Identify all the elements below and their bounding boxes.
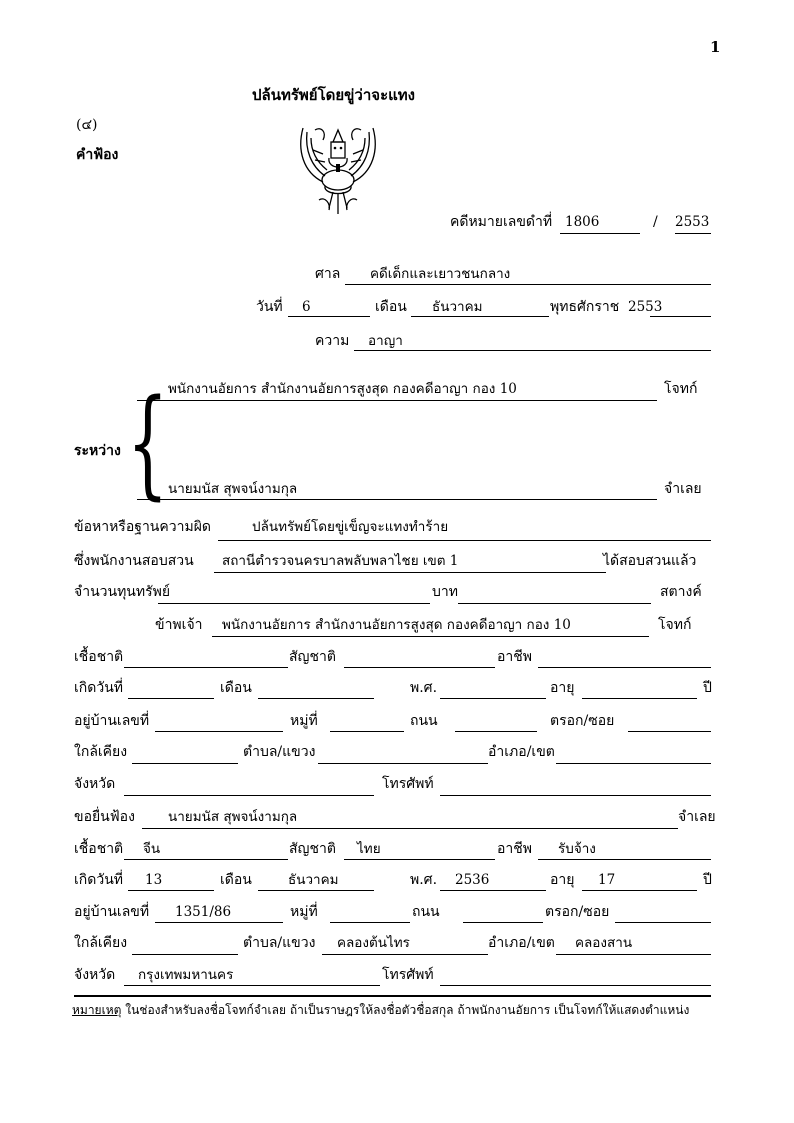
p-province-line xyxy=(124,795,374,796)
d-near-label: ใกล้เคียง xyxy=(74,935,128,951)
d-birthyear-label: พ.ศ. xyxy=(410,872,438,888)
sue-label: ขอยื่นฟ้อง xyxy=(74,809,135,825)
p-age-label: อายุ xyxy=(550,680,575,696)
d-birthmonth-value[interactable]: ธันวาคม xyxy=(288,872,339,888)
p-house-label: อยู่บ้านเลขที่ xyxy=(74,713,150,729)
capital-label: จำนวนทุนทรัพย์ xyxy=(74,584,171,600)
d-road-line xyxy=(463,922,543,923)
year-line xyxy=(650,316,711,317)
p-nationality-line xyxy=(344,667,495,668)
p-phone-label: โทรศัพท์ xyxy=(382,776,434,792)
p-lane-line xyxy=(628,731,711,732)
p-house-line xyxy=(155,731,283,732)
d-district-label: อำเภอ/เขต xyxy=(488,935,555,951)
d-lane-label: ตรอก/ซอย xyxy=(545,904,610,920)
d-house-line xyxy=(155,922,283,923)
plaintiff-value[interactable]: พนักงานอัยการ สำนักงานอัยการสูงสุด กองคดีอาญา กอง 10 xyxy=(168,381,517,397)
p-road-label: ถนน xyxy=(410,713,438,729)
d-near-line xyxy=(132,954,238,955)
footer-divider xyxy=(74,995,711,997)
d-birthyear-line xyxy=(440,890,546,891)
d-age-unit: ปี xyxy=(703,872,712,888)
d-road-label: ถนน xyxy=(412,904,440,920)
case-number-value[interactable]: 1806 xyxy=(565,214,600,230)
month-line xyxy=(411,316,549,317)
defendant-value[interactable]: นายมนัส สุพจน์งามกุล xyxy=(168,481,298,497)
p-birthday-line xyxy=(128,698,214,699)
p-race-label: เชื้อชาติ xyxy=(74,649,124,665)
d-subdistrict-value[interactable]: คลองต้นไทร xyxy=(337,935,410,951)
garuda-emblem-icon xyxy=(293,120,383,218)
matter-label: ความ xyxy=(315,333,350,349)
investigator-line xyxy=(214,572,606,573)
case-separator: / xyxy=(653,214,658,230)
satang-label: สตางค์ xyxy=(660,584,702,600)
d-age-line xyxy=(582,890,697,891)
year-value[interactable]: 2553 xyxy=(628,299,663,315)
p-nationality-label: สัญชาติ xyxy=(289,649,336,665)
p-birthmonth-line xyxy=(258,698,374,699)
case-number-label: คดีหมายเลขดำที่ xyxy=(450,214,553,230)
year-label: พุทธศักราช xyxy=(550,299,620,315)
case-year-value[interactable]: 2553 xyxy=(675,214,710,230)
d-race-line xyxy=(124,859,288,860)
case-year-line xyxy=(675,233,711,234)
plaintiff-line xyxy=(137,400,657,401)
form-name: คำฟ้อง xyxy=(76,147,119,163)
p-birthyear-label: พ.ศ. xyxy=(410,680,438,696)
p-occupation-label: อาชีพ xyxy=(497,649,532,665)
between-label: ระหว่าง xyxy=(74,443,121,459)
d-district-line xyxy=(556,954,711,955)
p-subdistrict-label: ตำบล/แขวง xyxy=(243,744,316,760)
d-occupation-line xyxy=(538,859,711,860)
d-subdistrict-line xyxy=(322,954,488,955)
charge-value[interactable]: ปล้นทรัพย์โดยขู่เข็ญจะแทงทำร้าย xyxy=(252,519,449,535)
d-district-value[interactable]: คลองสาน xyxy=(575,935,633,951)
d-age-label: อายุ xyxy=(550,872,575,888)
d-nationality-line xyxy=(344,859,495,860)
investigator-value[interactable]: สถานีตำรวจนครบาลพลับพลาไชย เขต 1 xyxy=(222,553,459,569)
p-phone-line xyxy=(440,795,711,796)
p-birthmonth-label: เดือน xyxy=(220,680,252,696)
investigated-label: ได้สอบสวนแล้ว xyxy=(603,553,697,569)
footnote-key: หมายเหตุ xyxy=(72,1003,122,1017)
d-house-label: อยู่บ้านเลขที่ xyxy=(74,904,150,920)
month-value[interactable]: ธันวาคม xyxy=(432,299,483,315)
p-road-line xyxy=(455,731,537,732)
defendant-label: จำเลย xyxy=(664,481,702,497)
court-value[interactable]: คดีเด็กและเยาวชนกลาง xyxy=(370,266,511,282)
d-role-label: จำเลย xyxy=(678,809,716,825)
court-line xyxy=(345,284,711,285)
case-number-line xyxy=(560,233,640,234)
p-moo-line xyxy=(330,731,404,732)
p-occupation-line xyxy=(538,667,711,668)
p-race-line xyxy=(124,667,288,668)
p-near-line xyxy=(132,763,238,764)
footnote-text: ในช่องสำหรับลงชื่อโจทก์จำเลย ถ้าเป็นราษฎรให้ลงชื่อตัวชื่อสกุล ถ้าพนักงานอัยการ เป็นโจทก์ให้แสดงตำแหน่ง xyxy=(125,1003,690,1017)
d-province-label: จังหวัด xyxy=(74,967,116,983)
p-moo-label: หมู่ที่ xyxy=(290,713,318,729)
p-age-unit: ปี xyxy=(703,680,712,696)
p-birthday-label: เกิดวันที่ xyxy=(74,680,124,696)
d-birthday-label: เกิดวันที่ xyxy=(74,872,124,888)
matter-line xyxy=(354,350,711,351)
p-role-label: โจทก์ xyxy=(658,617,692,633)
d-occupation-value[interactable]: รับจ้าง xyxy=(558,841,596,857)
date-label: วันที่ xyxy=(256,299,283,315)
d-subdistrict-label: ตำบล/แขวง xyxy=(243,935,316,951)
d-province-line xyxy=(124,985,380,986)
d-birthmonth-label: เดือน xyxy=(220,872,252,888)
p-age-line xyxy=(582,698,697,699)
p-province-label: จังหวัด xyxy=(74,776,116,792)
d-lane-line xyxy=(615,922,711,923)
baht-line xyxy=(458,603,651,604)
p-birthyear-line xyxy=(440,698,546,699)
d-birthday-line xyxy=(128,890,214,891)
p-subdistrict-line xyxy=(318,763,488,764)
d-race-value[interactable]: จีน xyxy=(143,841,161,857)
defendant-line xyxy=(137,499,657,500)
form-number: (๔) xyxy=(76,117,98,133)
charge-label: ข้อหาหรือฐานความผิด xyxy=(74,519,211,535)
d-occupation-label: อาชีพ xyxy=(497,841,532,857)
p-lane-label: ตรอก/ซอย xyxy=(550,713,615,729)
d-phone-label: โทรศัพท์ xyxy=(382,967,434,983)
d-nationality-label: สัญชาติ xyxy=(289,841,336,857)
d-moo-label: หมู่ที่ xyxy=(290,904,318,920)
d-moo-line xyxy=(330,922,410,923)
page-number: 1 xyxy=(710,38,721,56)
matter-value[interactable]: อาญา xyxy=(368,333,403,349)
brace-icon: { xyxy=(127,373,169,511)
investigator-label: ซึ่งพนักงานสอบสวน xyxy=(74,553,194,569)
baht-label: บาท xyxy=(432,584,458,600)
d-name-line xyxy=(142,828,678,829)
d-name-value[interactable]: นายมนัส สุพจน์งามกุล xyxy=(168,809,298,825)
d-house-value[interactable]: 1351/86 xyxy=(175,904,232,920)
date-line xyxy=(288,316,370,317)
d-birthyear-value[interactable]: 2536 xyxy=(455,872,490,888)
footnote xyxy=(72,1001,689,1019)
d-birthday-value[interactable]: 13 xyxy=(145,872,163,888)
court-label: ศาล xyxy=(315,266,341,282)
p-district-label: อำเภอ/เขต xyxy=(488,744,555,760)
date-value[interactable]: 6 xyxy=(302,299,311,315)
p-near-label: ใกล้เคียง xyxy=(74,744,128,760)
d-birthmonth-line xyxy=(258,890,374,891)
d-province-value[interactable]: กรุงเทพมหานคร xyxy=(138,967,234,983)
d-phone-line xyxy=(440,985,711,986)
d-race-label: เชื้อชาติ xyxy=(74,841,124,857)
p-name-value[interactable]: พนักงานอัยการ สำนักงานอัยการสูงสุด กองคดีอาญา กอง 10 xyxy=(222,617,571,633)
document-title: ปล้นทรัพย์โดยขู่ว่าจะแทง xyxy=(252,86,416,104)
d-age-value[interactable]: 17 xyxy=(598,872,616,888)
month-label: เดือน xyxy=(375,299,407,315)
plaintiff-label: โจทก์ xyxy=(664,381,698,397)
i-label: ข้าพเจ้า xyxy=(155,617,203,633)
d-nationality-value[interactable]: ไทย xyxy=(357,841,381,857)
p-district-line xyxy=(556,763,711,764)
p-name-line xyxy=(212,636,649,637)
capital-line xyxy=(158,603,430,604)
charge-line xyxy=(218,540,711,541)
